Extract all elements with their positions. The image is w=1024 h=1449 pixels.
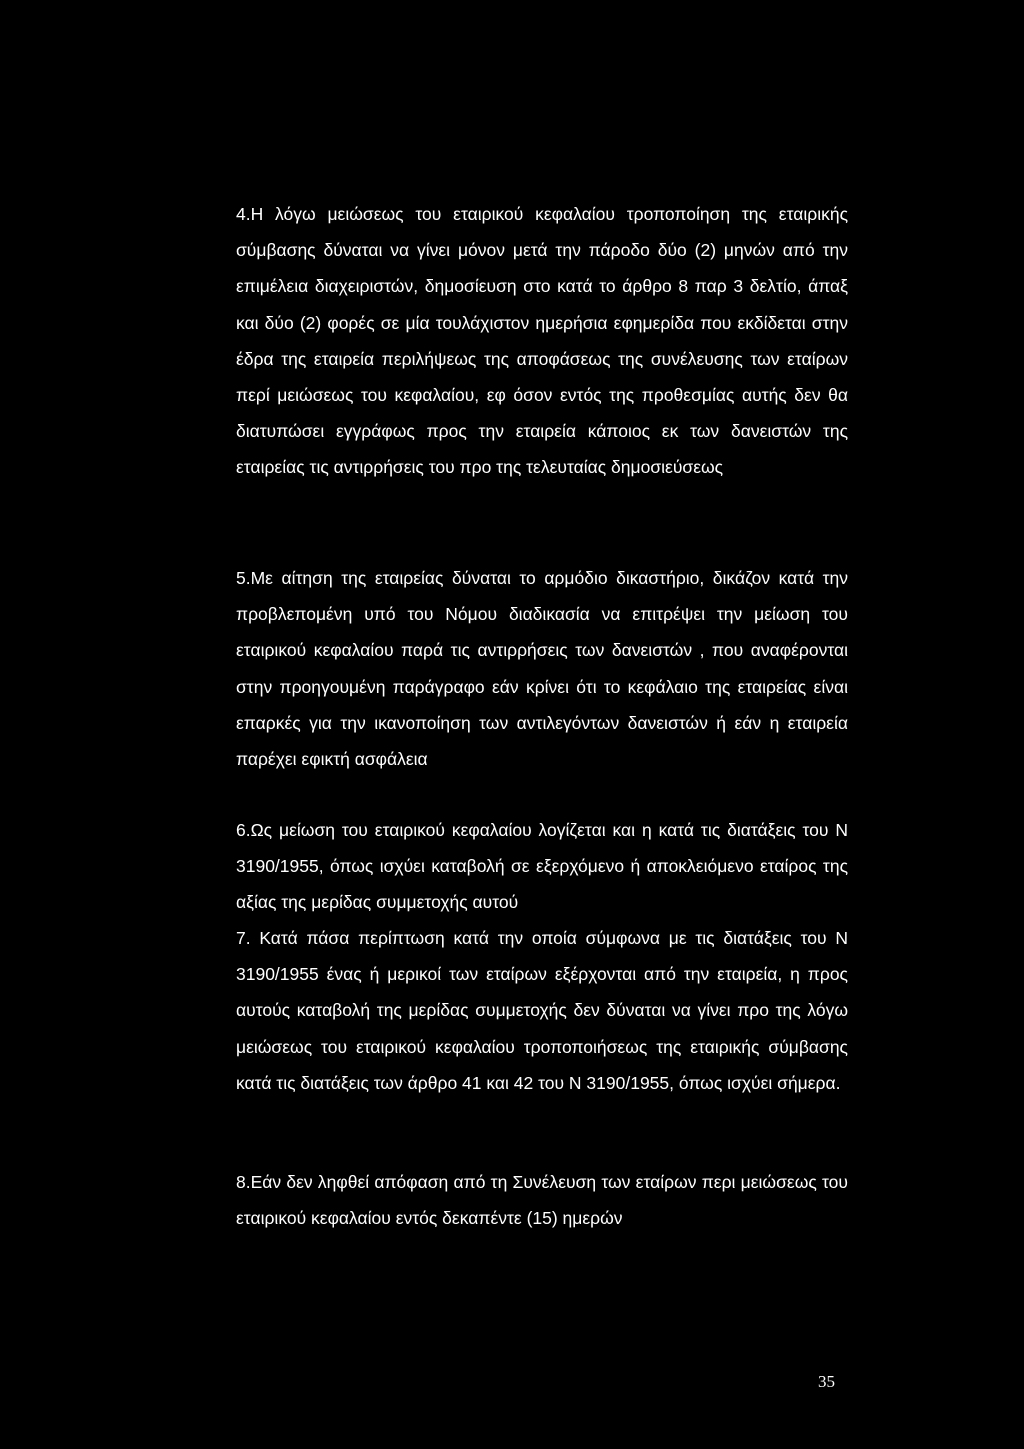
paragraph-7: 7. Κατά πάσα περίπτωση κατά την οποία σύμφωνα με τις διατάξεις του Ν 3190/1955 ένας ή μερικοί των εταίρων εξέρχονται από την εταιρεία, η προς αυτούς καταβολή της μερίδας συμμετοχής δεν δύναται να γίνει προ της λόγω μειώσεως του εταιρικού κεφαλαίου τροποποιήσεως της εταιρικής σύμβασης κατά τις διατάξεις των άρθρο 41 και 42 του Ν 3190/1955, όπως ισχύει σήμερα. [236, 928, 848, 1093]
page-number: 35 [818, 1372, 835, 1391]
paragraph-8: 8.Εάν δεν ληφθεί απόφαση από τη Συνέλευση των εταίρων περι μειώσεως του εταιρικού κεφαλαίου εντός δεκαπέντε (15) ημερών [236, 1172, 848, 1229]
paragraph-4: 4.Η λόγω μειώσεως του εταιρικού κεφαλαίου τροποποίηση της εταιρικής σύμβασης δύναται να γίνει μόνον μετά την πάροδο δύο (2) μηνών από την επιμέλεια διαχειριστών, δημοσίευση στο κατά το άρθρο 8 παρ 3 δελτίο, άπαξ και δύο (2) φορές σε μία τουλάχιστον ημερήσια εφημερίδα που εκδίδεται στην έδρα της εταιρεία περιλήψεως της αποφάσεως της συνέλευσης των εταίρων περί μειώσεως του κεφαλαίου, εφ όσον εντός της προθεσμίας αυτής δεν θα διατυπώσει εγγράφως προς την εταιρεία κάποιος εκ των δανειστών της εταιρείας τις αντιρρήσεις του προ της τελευταίας δημοσιεύσεως [236, 204, 848, 478]
paragraph-5: 5.Με αίτηση της εταιρείας δύναται το αρμόδιο δικαστήριο, δικάζον κατά την προβλεπομένη υπό του Νόμου διαδικασία να επιτρέψει την μείωση του εταιρικού κεφαλαίου παρά τις αντιρρήσεις των δανειστών , που αναφέρονται στην προηγουμένη παράγραφο εάν κρίνει ότι το κεφάλαιο της εταιρείας είναι επαρκές για την ικανοποίηση των αντιλεγόντων δανειστών ή εάν η εταιρεία παρέχει εφικτή ασφάλεια [236, 568, 848, 770]
paragraph-6: 6.Ως μείωση του εταιρικού κεφαλαίου λογίζεται και η κατά τις διατάξεις του Ν 3190/1955, όπως ισχύει καταβολή σε εξερχόμενο ή αποκλειόμενο εταίρος της αξίας της μερίδας συμμετοχής αυτού [236, 820, 848, 913]
